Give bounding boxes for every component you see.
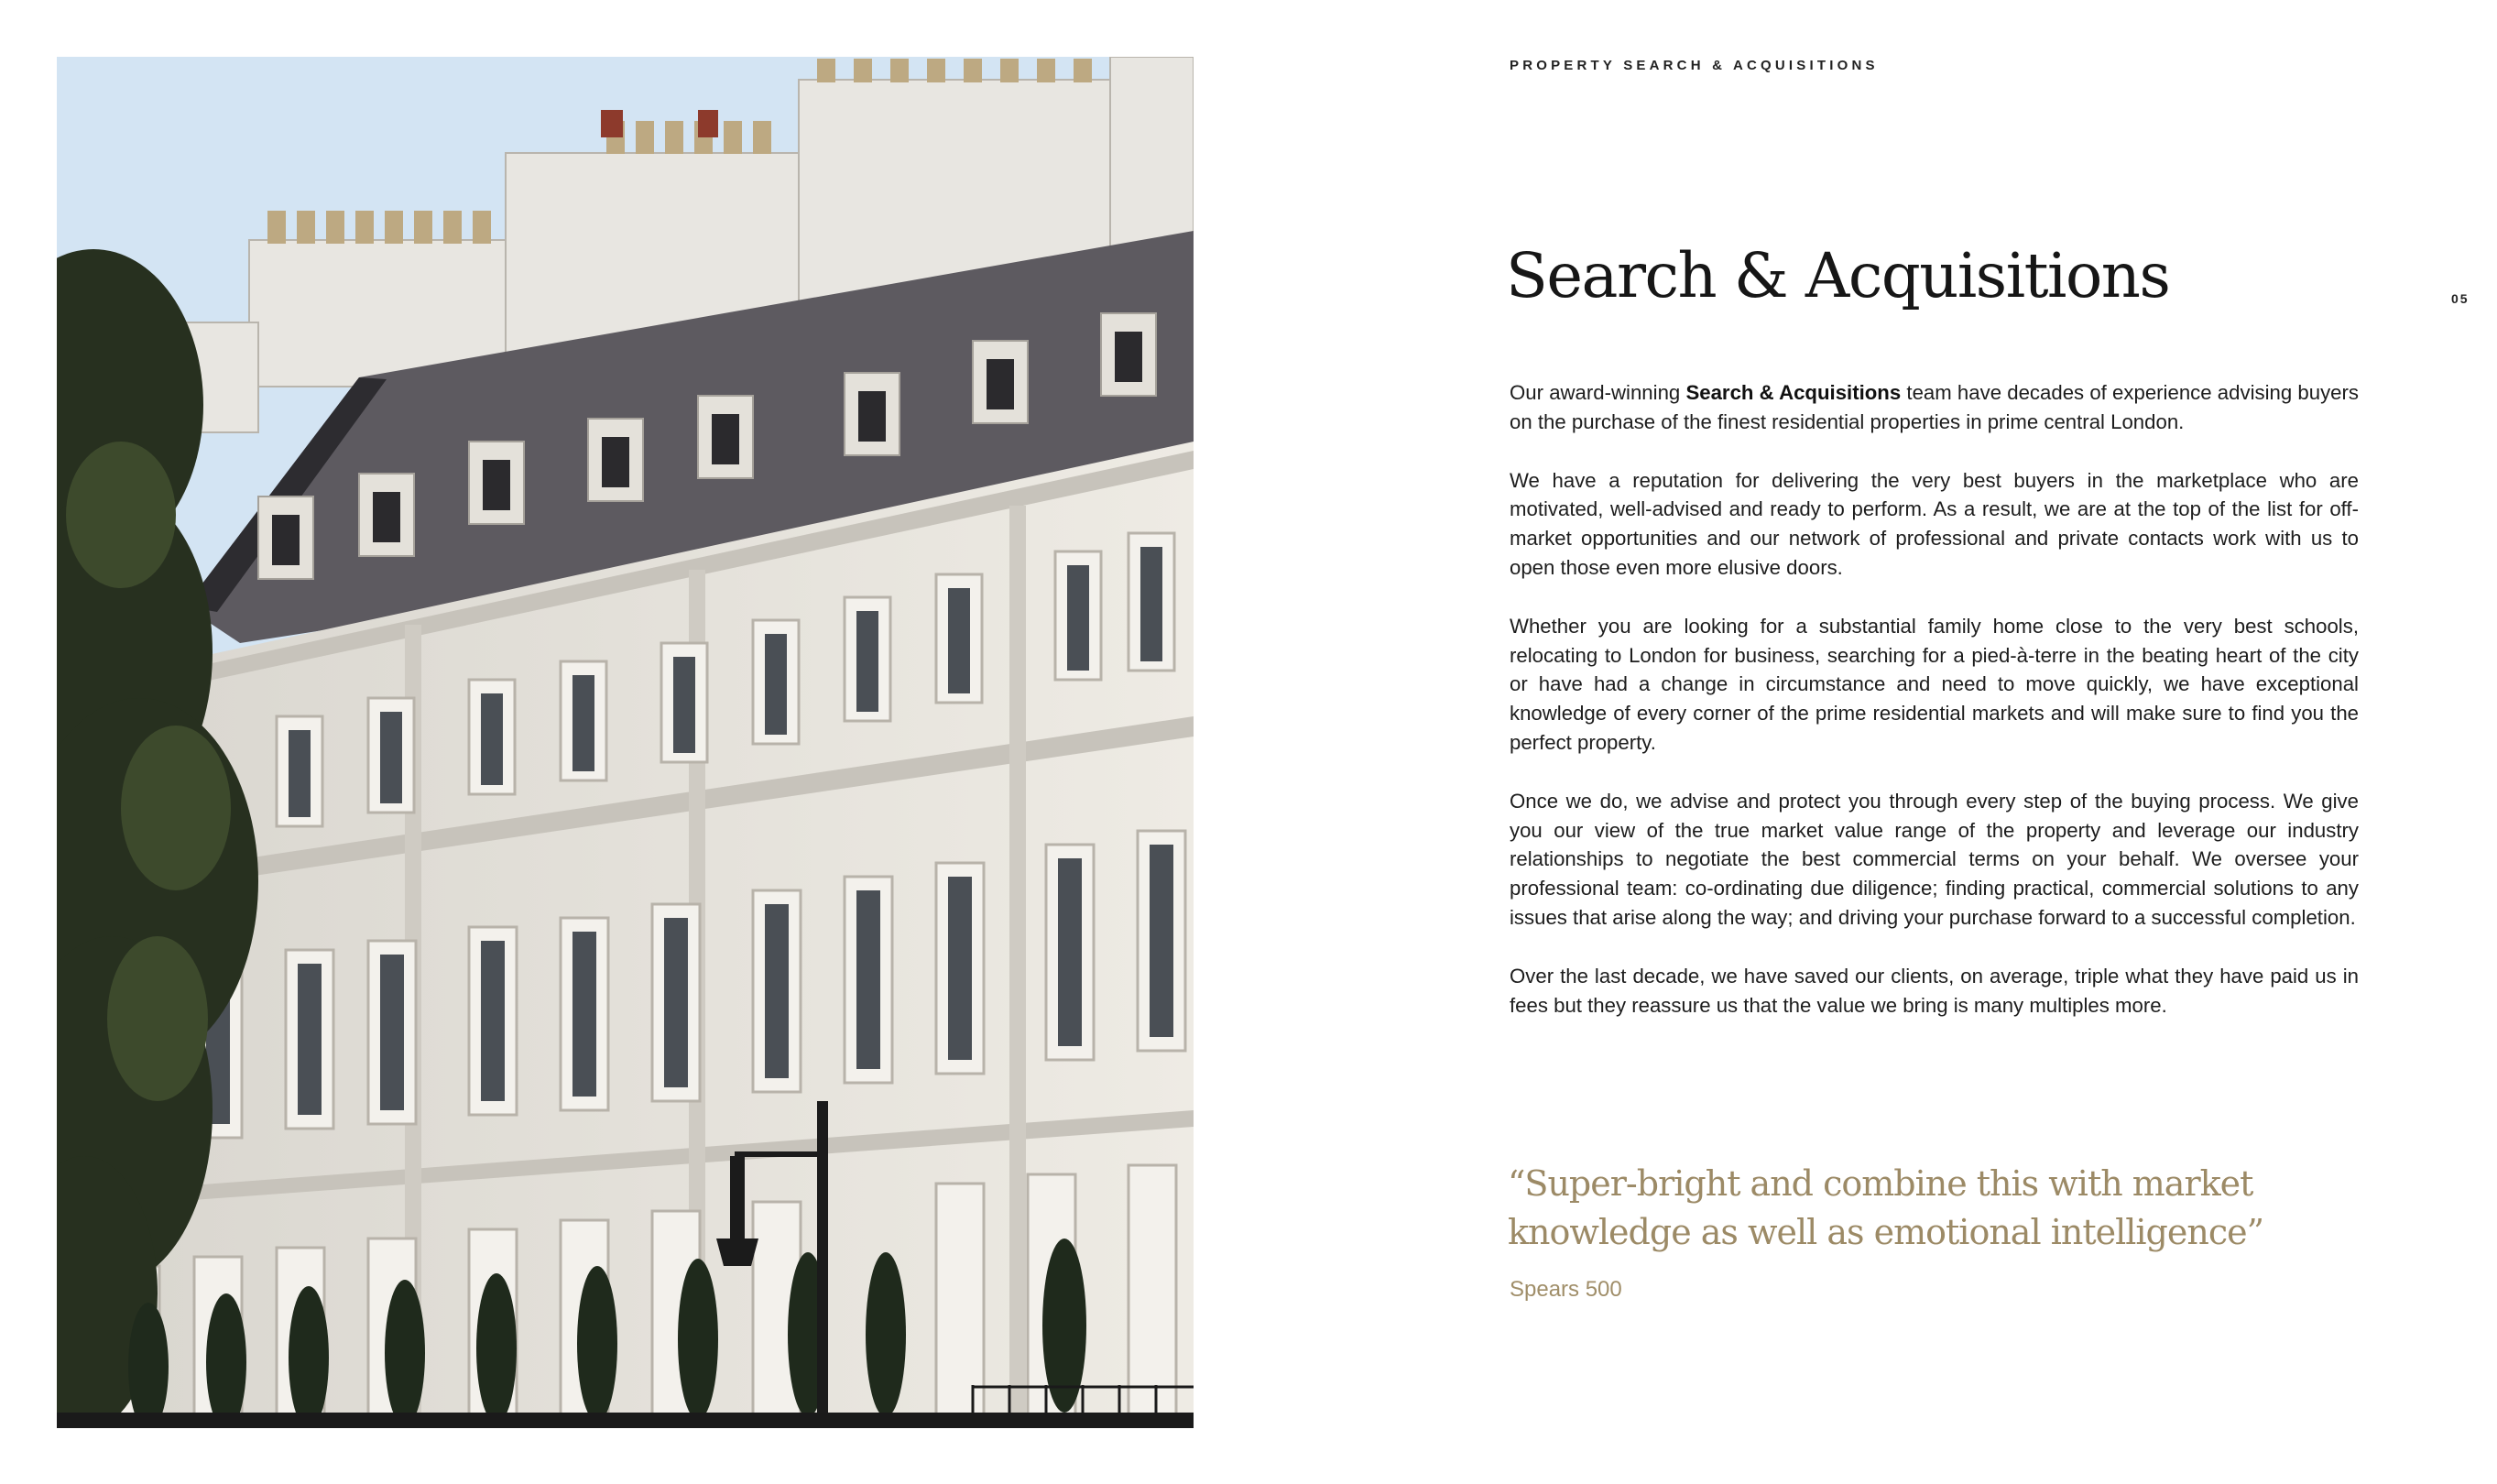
page-number: 05 [2451,291,2470,306]
body-copy [1510,378,2359,1049]
section-label: PROPERTY SEARCH & ACQUISITIONS [1510,58,1879,73]
paragraph-process: Once we do, we advise and protect you through every step of the buying process. We give you our view of the true market value range of the property and leverage our industry relationships to negotiate the best commercial terms on your behalf. We oversee your professional team: co-ordinating due diligence; finding practical, commercial solutions to any issues that arise along the way; and driving your purchase forward to a successful completion. [1510,789,2359,929]
testimonial-source: Spears 500 [1510,1277,1622,1302]
paragraph-intro-bold: Search & Acquisitions [1685,381,1902,404]
paragraph-intro [1510,378,2359,437]
page-title: Search & Acquisitions [1506,240,2170,311]
paragraph-reputation: We have a reputation for delivering the very best buyers in the marketplace who are motivated, well-advised and ready to perform. As a result, we are at the top of the list for off-market opportunities and our network of professional and private contacts work with us to open those even more elusive doors. [1510,468,2359,579]
paragraph-intro-rest: team have decades of experience advising buyers on the purchase of the finest residential properties in prime central London. [1510,381,2359,433]
terrace-illustration [57,57,1194,1428]
terrace-photo [57,57,1194,1428]
paragraph-intro-lead: Our award-winning [1510,381,1686,404]
testimonial-quote: “Super-bright and combine this with market knowledge as well as emotional intelligence” [1508,1163,2264,1252]
paragraph-whether: Whether you are looking for a substantial family home close to the very best schools, relocating to London for business, searching for a pied-à-terre in the beating heart of the city or have had a change in circumstance and need to move quickly, we have exceptional knowledge of every corner of the prime residential markets and will make sure to find you the perfect property. [1510,614,2359,754]
paragraph-savings: Over the last decade, we have saved our clients, on average, triple what they have paid us in fees but they reassure us that the value we bring is many multiples more. [1510,964,2359,1017]
